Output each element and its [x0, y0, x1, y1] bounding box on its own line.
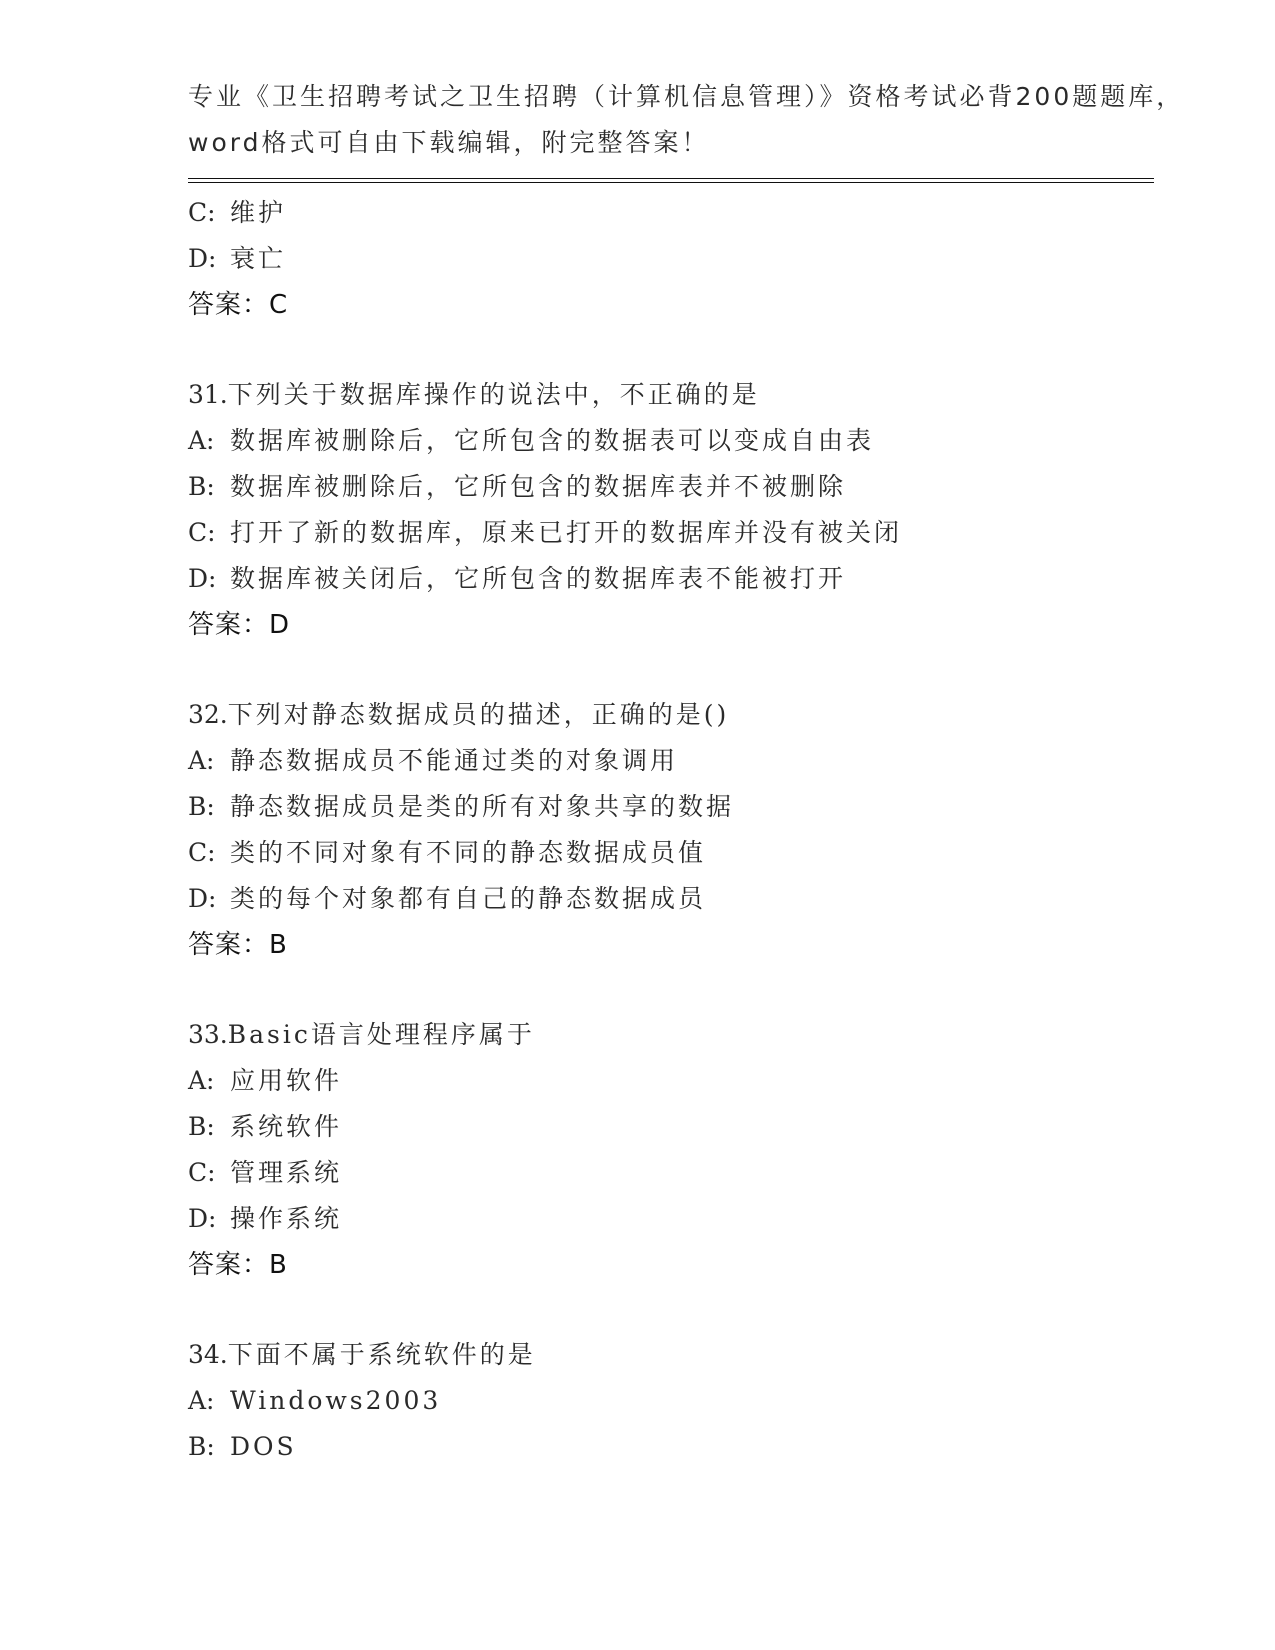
option-letter: B: [188, 792, 215, 821]
option-a [188, 1058, 1128, 1104]
question-stem [188, 372, 1128, 418]
question-stem [188, 1332, 1128, 1378]
answer-label: 答案：D [188, 610, 291, 640]
option-letter: B: [188, 472, 215, 501]
header-divider-bottom [188, 182, 1154, 183]
option-letter: C: [188, 518, 216, 547]
option-text: 类的每个对象都有自己的静态数据成员 [230, 884, 707, 913]
question-spacer [188, 648, 1128, 692]
answer-label: 答案：B [188, 1250, 288, 1280]
option-letter: D: [188, 884, 217, 913]
header-title-line-2: word格式可自由下载编辑，附完整答案！ [188, 128, 710, 157]
question-number: 34. [188, 1340, 228, 1369]
option-text: 打开了新的数据库，原来已打开的数据库并没有被关闭 [230, 518, 903, 547]
option-text: 数据库被关闭后，它所包含的数据库表不能被打开 [230, 564, 847, 593]
question-content [188, 190, 1128, 1470]
header-divider-top [188, 178, 1154, 179]
option-letter: B: [188, 1432, 215, 1461]
answer-label: 答案：B [188, 930, 288, 960]
option-d [188, 1196, 1128, 1242]
option-letter: A: [188, 746, 215, 775]
option-b [188, 1104, 1128, 1150]
question-number: 33. [188, 1020, 228, 1049]
question-text: 下列关于数据库操作的说法中，不正确的是 [227, 380, 760, 409]
option-letter: A: [188, 1386, 215, 1415]
question-number: 31. [188, 380, 228, 409]
option-text: 维护 [230, 198, 287, 227]
option-text: Windows2003 [230, 1386, 442, 1415]
option-d [188, 236, 1128, 282]
option-letter: C: [188, 838, 216, 867]
question-number: 32. [188, 700, 228, 729]
option-text: 操作系统 [230, 1204, 343, 1233]
question-32 [188, 692, 1128, 968]
option-text: 应用软件 [230, 1066, 343, 1095]
option-letter: D: [188, 564, 217, 593]
option-letter: D: [188, 244, 217, 273]
option-text: 静态数据成员是类的所有对象共享的数据 [230, 792, 735, 821]
option-b [188, 784, 1128, 830]
partial-question [188, 190, 1128, 328]
question-spacer [188, 968, 1128, 1012]
option-b [188, 1424, 1128, 1470]
option-text: 管理系统 [230, 1158, 343, 1187]
option-text: 数据库被删除后，它所包含的数据库表并不被删除 [230, 472, 847, 501]
question-spacer [188, 1288, 1128, 1332]
question-text: 下列对静态数据成员的描述，正确的是() [227, 700, 730, 729]
option-c [188, 1150, 1128, 1196]
question-34 [188, 1332, 1128, 1470]
option-text: 数据库被删除后，它所包含的数据表可以变成自由表 [230, 426, 875, 455]
question-spacer [188, 328, 1128, 372]
option-b [188, 464, 1128, 510]
question-33 [188, 1012, 1128, 1288]
header-title-line-1: 专业《卫生招聘考试之卫生招聘（计算机信息管理）》资格考试必背200题题库， [188, 82, 1185, 111]
option-d [188, 556, 1128, 602]
question-text: Basic语言处理程序属于 [227, 1020, 535, 1049]
option-letter: B: [188, 1112, 215, 1141]
option-c [188, 830, 1128, 876]
question-stem [188, 1012, 1128, 1058]
answer-label: 答案：C [188, 290, 289, 320]
option-letter: D: [188, 1204, 217, 1233]
option-letter: A: [188, 1066, 215, 1095]
option-letter: A: [188, 426, 215, 455]
option-c [188, 510, 1128, 556]
option-text: 衰亡 [230, 244, 287, 273]
document-header [188, 74, 1185, 166]
option-a [188, 1378, 1128, 1424]
option-a [188, 738, 1128, 784]
option-text: DOS [230, 1432, 297, 1461]
question-stem [188, 692, 1128, 738]
option-a [188, 418, 1128, 464]
question-text: 下面不属于系统软件的是 [227, 1340, 536, 1369]
option-text: 静态数据成员不能通过类的对象调用 [230, 746, 679, 775]
option-letter: C: [188, 198, 216, 227]
option-text: 类的不同对象有不同的静态数据成员值 [230, 838, 707, 867]
option-text: 系统软件 [230, 1112, 343, 1141]
option-c [188, 190, 1128, 236]
question-31 [188, 372, 1128, 648]
option-letter: C: [188, 1158, 216, 1187]
option-d [188, 876, 1128, 922]
